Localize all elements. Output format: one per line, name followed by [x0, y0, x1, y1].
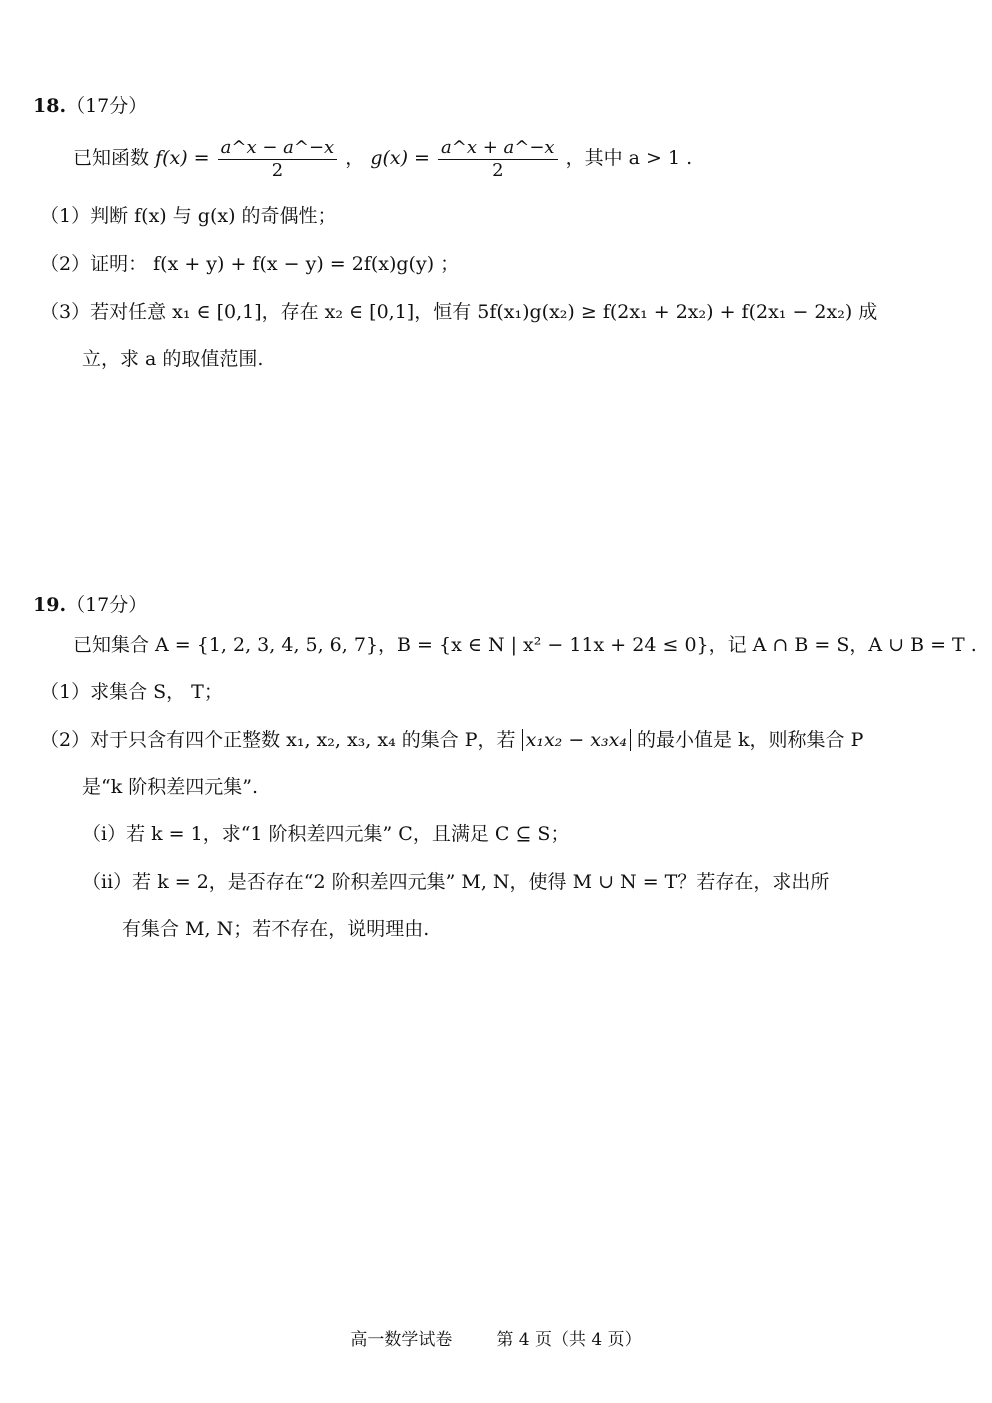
- q19-part2-line2: 是“k 阶积差四元集”.: [82, 776, 259, 798]
- q19-part2-prefix: （2）对于只含有四个正整数 x₁, x₂, x₃, x₄ 的集合 P，若: [40, 729, 516, 751]
- footer-exam-name: 高一数学试卷: [350, 1330, 453, 1350]
- q18-g-numerator: a^x + a^−x: [438, 137, 558, 160]
- q19-part1: （1）求集合 S， T；: [40, 681, 223, 703]
- q19-points: （17分）: [66, 594, 148, 616]
- q18-f-fraction: [218, 137, 338, 182]
- q19-number: 19.: [33, 594, 67, 616]
- q18-f-label: f(x) =: [155, 147, 210, 169]
- q19-sub2-line1: （ii）若 k = 2，是否存在“2 阶积差四元集” M, N，使得 M ∪ N = T？若存在，求出所: [82, 871, 830, 893]
- q18-header: [33, 93, 147, 119]
- q19-sub1: （i）若 k = 1，求“1 阶积差四元集” C，且满足 C ⊆ S；: [82, 823, 570, 845]
- q18-part2: （2）证明： f(x + y) + f(x − y) = 2f(x)g(y) ；: [40, 253, 460, 275]
- q19-part2-abs-expression: x₁x₂ − x₃x₄: [522, 729, 631, 751]
- q18-intro-suffix: ，其中 a > 1 .: [565, 147, 693, 169]
- q18-f-denominator: 2: [271, 159, 284, 181]
- q18-intro-prefix: 已知函数: [73, 147, 150, 169]
- q18-g-fraction: [438, 137, 558, 182]
- page-footer: [0, 1325, 992, 1350]
- q18-g-label: g(x) =: [370, 147, 430, 169]
- q18-g-denominator: 2: [492, 159, 504, 181]
- q18-f-numerator: a^x − a^−x: [218, 137, 338, 160]
- q18-part3-line2: 立，求 a 的取值范围.: [82, 348, 264, 370]
- q18-part3-line1: （3）若对任意 x₁ ∈ [0,1]，存在 x₂ ∈ [0,1]，恒有 5f(x₁)g(x₂) ≥ f(2x₁ + 2x₂) + f(2x₁ − 2x₂) 成: [40, 301, 878, 323]
- q19-header: [33, 592, 147, 618]
- q19-sub2-line2: 有集合 M, N；若不存在，说明理由.: [122, 918, 430, 940]
- q19-part2-line1: [40, 727, 863, 753]
- footer-page-info: 第 4 页（共 4 页）: [496, 1330, 642, 1350]
- q18-part1: （1）判断 f(x) 与 g(x) 的奇偶性；: [40, 205, 337, 227]
- q18-intro: 已知函数 f(x) = $\frac{a\^{}x - a\^{}-x}{2}$ ， g(x) = $\frac{a\^{}x + a\^{}-x}{2}$ ，其中 a > 1 .: [73, 136, 693, 181]
- q18-points: （17分）: [66, 95, 148, 117]
- q19-intro: 已知集合 A = {1, 2, 3, 4, 5, 6, 7}，B = {x ∈ N | x² − 11x + 24 ≤ 0}，记 A ∩ B = S，A ∪ B = T .: [73, 634, 977, 656]
- q18-number: 18.: [33, 95, 67, 117]
- q19-part2-suffix: 的最小值是 k，则称集合 P: [636, 729, 864, 751]
